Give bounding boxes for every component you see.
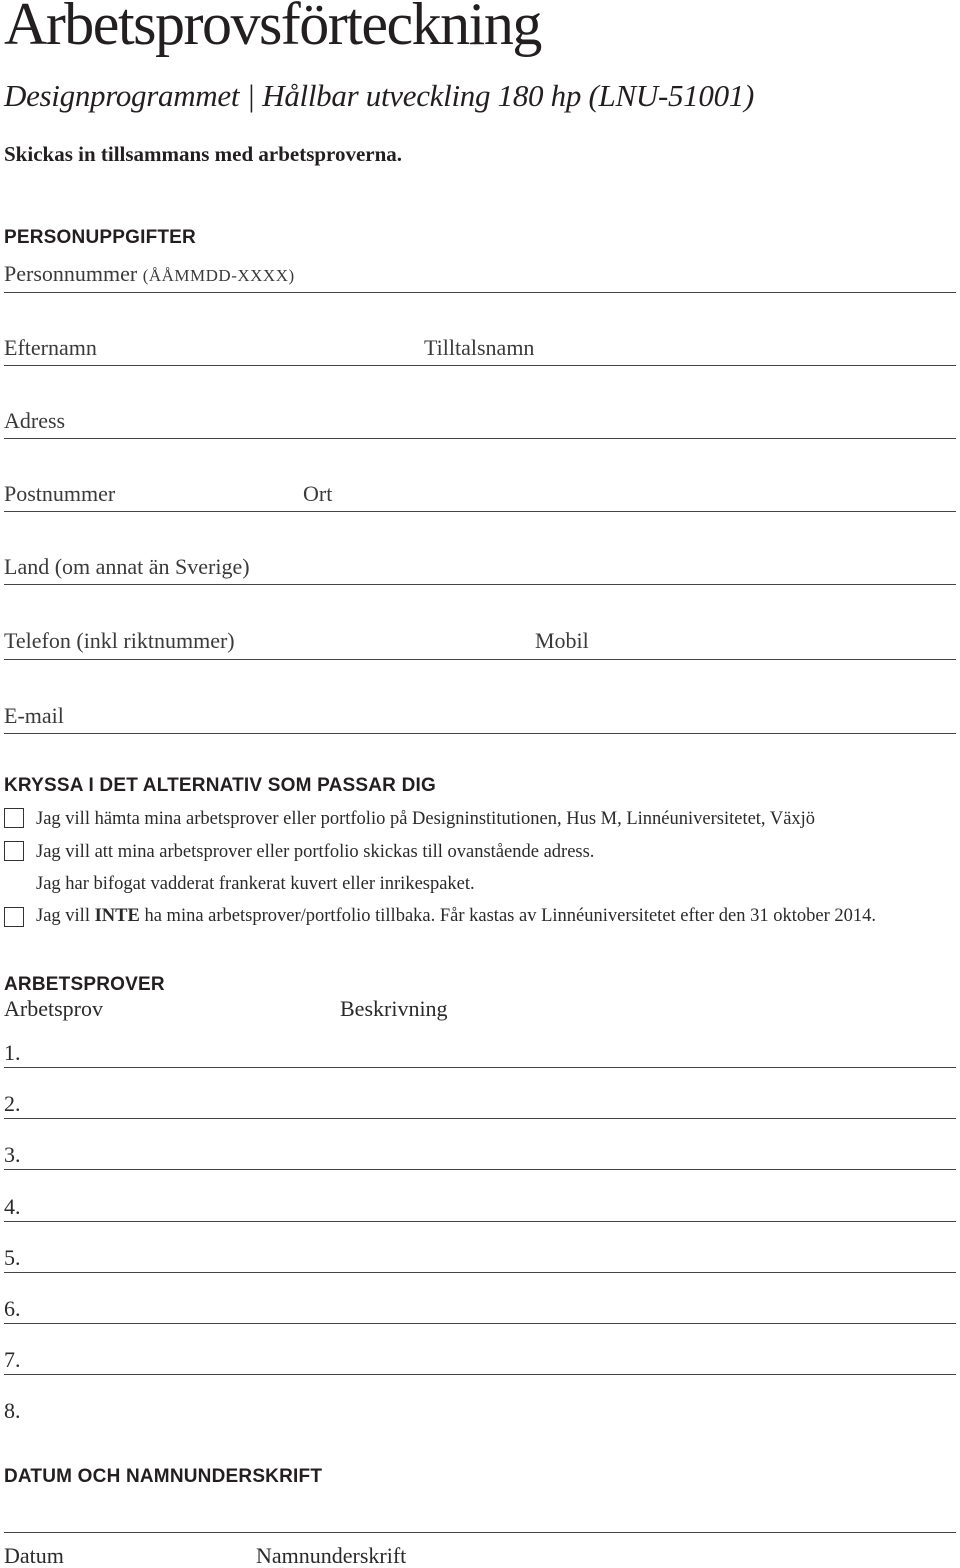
work-row-line [4, 1323, 956, 1324]
work-row-beskrivning-field[interactable] [340, 1194, 944, 1220]
tilltalsnamn-field[interactable] [560, 339, 944, 365]
namnunderskrift-field[interactable] [430, 1540, 944, 1566]
ort-field[interactable] [350, 485, 944, 511]
option-discard-label: Jag vill INTE ha mina arbetsprover/portfolio tillbaka. Får kastas av Linnéuniversitetet efter den 31 oktober 2014. [36, 906, 877, 926]
personnummer-field[interactable] [340, 266, 944, 292]
email-label: E-mail [4, 703, 64, 728]
option-send-checkbox[interactable] [4, 841, 24, 861]
work-row-arbetsprov-field[interactable] [40, 1142, 324, 1168]
option-send-note: Jag har bifogat vadderat frankerat kuvert eller inrikespaket. [36, 874, 475, 894]
postnummer-line [4, 511, 956, 512]
option-discard-checkbox[interactable] [4, 907, 24, 927]
datum-field[interactable] [80, 1540, 244, 1566]
work-row-line [4, 1118, 956, 1119]
name-line [4, 365, 956, 366]
telefon-label: Telefon (inkl riktnummer) [4, 628, 235, 653]
land-label: Land (om annat än Sverige) [4, 554, 250, 579]
work-row-number: 4. [4, 1193, 21, 1219]
work-row-beskrivning-field[interactable] [340, 1142, 944, 1168]
option-send-label: Jag vill att mina arbetsprover eller portfolio skickas till ovanstående adress. [36, 842, 595, 862]
signature-top-line [4, 1532, 956, 1533]
work-row-line [4, 1169, 956, 1170]
work-row-number: 5. [4, 1244, 21, 1270]
personnummer-label: Personnummer (ÅÅMMDD-XXXX) [4, 261, 295, 286]
page-title: Arbetsprovsförteckning [4, 0, 541, 57]
submission-note: Skickas in tillsammans med arbetsproverna. [4, 142, 403, 166]
tilltalsnamn-label: Tilltalsnamn [424, 335, 535, 360]
work-row-beskrivning-field[interactable] [340, 1040, 944, 1066]
personnummer-line [4, 292, 956, 293]
option-pickup-label: Jag vill hämta mina arbetsprover eller portfolio på Designinstitutionen, Hus M, Linnéuniversitetet, Växjö [36, 809, 816, 829]
telefon-field[interactable] [265, 632, 524, 658]
telefon-line [4, 659, 956, 660]
work-row-number: 3. [4, 1142, 21, 1168]
work-row-beskrivning-field[interactable] [340, 1398, 944, 1424]
option-pickup-checkbox[interactable] [4, 808, 24, 828]
work-row-arbetsprov-field[interactable] [40, 1040, 324, 1066]
work-row-arbetsprov-field[interactable] [40, 1296, 324, 1322]
work-row-line [4, 1272, 956, 1273]
land-line [4, 584, 956, 585]
work-row-beskrivning-field[interactable] [340, 1091, 944, 1117]
work-row-number: 2. [4, 1091, 21, 1117]
work-row-number: 8. [4, 1398, 21, 1424]
section-heading-options: KRYSSA I DET ALTERNATIV SOM PASSAR DIG [4, 775, 436, 796]
section-heading-personal: PERSONUPPGIFTER [4, 227, 196, 248]
work-row-arbetsprov-field[interactable] [40, 1398, 324, 1424]
ort-label: Ort [303, 481, 333, 506]
work-row-beskrivning-field[interactable] [340, 1296, 944, 1322]
mobil-field[interactable] [605, 632, 944, 658]
work-column-beskrivning: Beskrivning [340, 996, 448, 1021]
postnummer-field[interactable] [140, 485, 294, 511]
work-row-number: 6. [4, 1296, 21, 1321]
work-row-arbetsprov-field[interactable] [40, 1091, 324, 1117]
page-subtitle: Designprogrammet | Hållbar utveckling 180 hp (LNU-51001) [4, 78, 754, 113]
section-heading-signature: DATUM OCH NAMNUNDERSKRIFT [4, 1466, 323, 1487]
land-field[interactable] [280, 558, 944, 584]
work-row-line [4, 1221, 956, 1222]
work-row-line [4, 1374, 956, 1375]
mobil-label: Mobil [535, 628, 589, 653]
work-row-line [4, 1067, 956, 1068]
adress-label: Adress [4, 408, 66, 433]
work-column-arbetsprov: Arbetsprov [4, 996, 103, 1021]
email-field[interactable] [85, 707, 944, 733]
work-row-arbetsprov-field[interactable] [40, 1194, 324, 1220]
efternamn-field[interactable] [120, 339, 414, 365]
work-row-arbetsprov-field[interactable] [40, 1245, 324, 1271]
work-row-arbetsprov-field[interactable] [40, 1347, 324, 1373]
adress-field[interactable] [90, 412, 944, 438]
work-row-number: 1. [4, 1040, 21, 1065]
work-row-beskrivning-field[interactable] [340, 1245, 944, 1271]
section-heading-work: ARBETSPROVER [4, 974, 165, 995]
adress-line [4, 438, 956, 439]
option-discard-emphasis: INTE [94, 906, 140, 926]
datum-label: Datum [4, 1543, 64, 1568]
work-row-number: 7. [4, 1347, 21, 1373]
work-row-beskrivning-field[interactable] [340, 1347, 944, 1373]
postnummer-label: Postnummer [4, 481, 116, 506]
efternamn-label: Efternamn [4, 335, 97, 360]
namnunderskrift-label: Namnunderskrift [256, 1543, 407, 1568]
email-line [4, 733, 956, 734]
